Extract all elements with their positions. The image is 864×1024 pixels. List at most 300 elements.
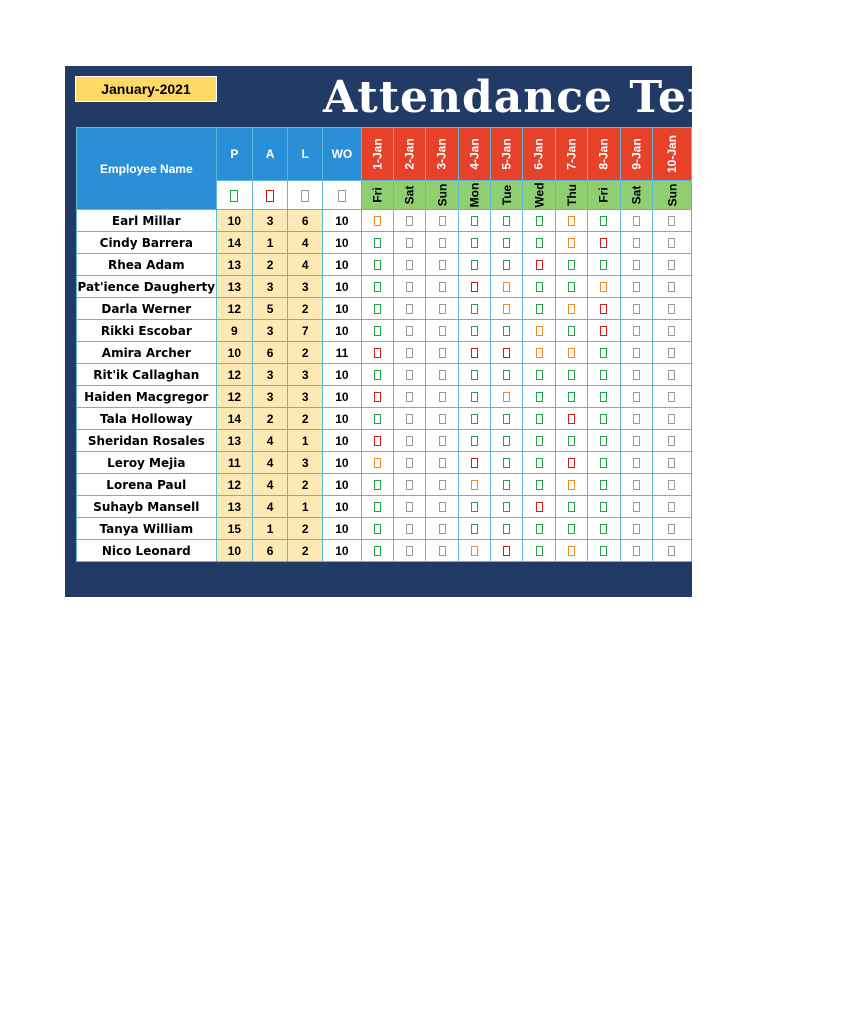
- date-header: [588, 128, 620, 181]
- attendance-cell[interactable]: [620, 320, 652, 342]
- attendance-mark-icon: [406, 436, 413, 446]
- weekday-header: [652, 181, 691, 210]
- attendance-cell[interactable]: [555, 232, 587, 254]
- attendance-cell[interactable]: [394, 342, 426, 364]
- attendance-mark-icon: [406, 370, 413, 380]
- attendance-cell[interactable]: [491, 320, 523, 342]
- attendance-cell[interactable]: [620, 232, 652, 254]
- attendance-cell[interactable]: [652, 408, 691, 430]
- attendance-cell[interactable]: [426, 540, 458, 562]
- attendance-cell[interactable]: [620, 298, 652, 320]
- present-count: 14: [216, 232, 252, 254]
- attendance-cell[interactable]: [588, 386, 620, 408]
- attendance-cell[interactable]: [491, 474, 523, 496]
- attendance-cell[interactable]: [523, 452, 555, 474]
- absent-count: 1: [253, 232, 288, 254]
- attendance-cell[interactable]: [426, 298, 458, 320]
- attendance-cell[interactable]: [426, 430, 458, 452]
- attendance-cell[interactable]: [458, 386, 490, 408]
- week-off-count: 11: [323, 342, 362, 364]
- attendance-mark-icon: [374, 304, 381, 314]
- attendance-mark-icon: [536, 216, 543, 226]
- attendance-mark-icon: [503, 370, 510, 380]
- attendance-cell[interactable]: [652, 342, 691, 364]
- attendance-cell[interactable]: [620, 254, 652, 276]
- leave-count: 1: [288, 430, 323, 452]
- attendance-cell[interactable]: [394, 210, 426, 232]
- attendance-cell[interactable]: [458, 474, 490, 496]
- attendance-cell[interactable]: [491, 452, 523, 474]
- attendance-mark-icon: [668, 524, 675, 534]
- attendance-cell[interactable]: [491, 364, 523, 386]
- attendance-cell[interactable]: [426, 496, 458, 518]
- attendance-cell[interactable]: [588, 254, 620, 276]
- attendance-mark-icon: [668, 326, 675, 336]
- attendance-mark-icon: [536, 304, 543, 314]
- attendance-cell[interactable]: [523, 408, 555, 430]
- attendance-mark-icon: [633, 326, 640, 336]
- attendance-mark-icon: [439, 502, 446, 512]
- attendance-cell[interactable]: [652, 276, 691, 298]
- attendance-cell[interactable]: [620, 540, 652, 562]
- attendance-mark-icon: [406, 392, 413, 402]
- date-header: [426, 128, 458, 181]
- attendance-cell[interactable]: [491, 430, 523, 452]
- attendance-cell[interactable]: [491, 342, 523, 364]
- attendance-mark-icon: [374, 370, 381, 380]
- attendance-cell[interactable]: [523, 430, 555, 452]
- attendance-cell[interactable]: [652, 430, 691, 452]
- attendance-cell[interactable]: [458, 298, 490, 320]
- attendance-cell[interactable]: [491, 254, 523, 276]
- attendance-mark-icon: [406, 260, 413, 270]
- attendance-mark-icon: [600, 502, 607, 512]
- attendance-cell[interactable]: [491, 276, 523, 298]
- attendance-cell[interactable]: [426, 452, 458, 474]
- attendance-mark-icon: [568, 480, 575, 490]
- attendance-cell[interactable]: [620, 386, 652, 408]
- attendance-cell[interactable]: [458, 342, 490, 364]
- attendance-mark-icon: [568, 458, 575, 468]
- attendance-cell[interactable]: [555, 408, 587, 430]
- attendance-cell[interactable]: [652, 452, 691, 474]
- attendance-cell[interactable]: [555, 496, 587, 518]
- absent-count: 4: [253, 496, 288, 518]
- attendance-cell[interactable]: [652, 232, 691, 254]
- attendance-cell[interactable]: [426, 474, 458, 496]
- attendance-mark-icon: [503, 392, 510, 402]
- attendance-mark-icon: [536, 436, 543, 446]
- employee-name: Haiden Macgregor: [77, 386, 217, 408]
- attendance-cell[interactable]: [588, 518, 620, 540]
- attendance-mark-icon: [568, 304, 575, 314]
- present-mark-icon: [230, 190, 238, 202]
- attendance-cell[interactable]: [458, 276, 490, 298]
- attendance-mark-icon: [406, 282, 413, 292]
- attendance-cell[interactable]: [588, 408, 620, 430]
- attendance-mark-icon: [471, 436, 478, 446]
- attendance-mark-icon: [406, 216, 413, 226]
- attendance-mark-icon: [568, 216, 575, 226]
- leave-count: 4: [288, 232, 323, 254]
- weekday-label: Fri: [596, 187, 611, 203]
- attendance-mark-icon: [668, 238, 675, 248]
- employee-name: Rit'ik Callaghan: [77, 364, 217, 386]
- date-label: 1-Jan: [370, 138, 385, 170]
- attendance-cell[interactable]: [523, 342, 555, 364]
- attendance-cell[interactable]: [491, 518, 523, 540]
- attendance-cell[interactable]: [426, 320, 458, 342]
- attendance-cell[interactable]: [620, 452, 652, 474]
- attendance-cell[interactable]: [491, 496, 523, 518]
- attendance-mark-icon: [568, 238, 575, 248]
- attendance-mark-icon: [374, 480, 381, 490]
- attendance-mark-icon: [633, 370, 640, 380]
- attendance-cell[interactable]: [394, 408, 426, 430]
- attendance-cell[interactable]: [523, 386, 555, 408]
- attendance-cell[interactable]: [394, 474, 426, 496]
- employee-name: Suhayb Mansell: [77, 496, 217, 518]
- attendance-cell[interactable]: [652, 496, 691, 518]
- attendance-mark-icon: [600, 414, 607, 424]
- present-count: 12: [216, 386, 252, 408]
- attendance-cell[interactable]: [588, 342, 620, 364]
- weekday-header: [361, 181, 393, 210]
- attendance-cell[interactable]: [555, 452, 587, 474]
- attendance-cell[interactable]: [588, 298, 620, 320]
- attendance-cell[interactable]: [523, 474, 555, 496]
- attendance-cell[interactable]: [458, 496, 490, 518]
- weekday-label: Thu: [564, 184, 579, 206]
- attendance-cell[interactable]: [361, 430, 393, 452]
- date-label: 6-Jan: [532, 138, 547, 170]
- attendance-cell[interactable]: [361, 276, 393, 298]
- attendance-cell[interactable]: [491, 232, 523, 254]
- attendance-mark-icon: [536, 546, 543, 556]
- attendance-cell[interactable]: [361, 254, 393, 276]
- attendance-mark-icon: [406, 348, 413, 358]
- attendance-cell[interactable]: [458, 232, 490, 254]
- weekday-label: Wed: [532, 182, 547, 208]
- attendance-cell[interactable]: [652, 210, 691, 232]
- week-off-count: 10: [323, 276, 362, 298]
- attendance-cell[interactable]: [394, 232, 426, 254]
- attendance-cell[interactable]: [588, 320, 620, 342]
- attendance-mark-icon: [633, 216, 640, 226]
- attendance-cell[interactable]: [361, 496, 393, 518]
- employee-row: [77, 320, 692, 342]
- attendance-cell[interactable]: [491, 386, 523, 408]
- attendance-cell[interactable]: [426, 386, 458, 408]
- attendance-mark-icon: [503, 502, 510, 512]
- attendance-cell[interactable]: [555, 254, 587, 276]
- attendance-mark-icon: [374, 502, 381, 512]
- attendance-cell[interactable]: [361, 386, 393, 408]
- employee-row: [77, 276, 692, 298]
- week-off-count: 10: [323, 496, 362, 518]
- attendance-cell[interactable]: [394, 496, 426, 518]
- attendance-mark-icon: [471, 238, 478, 248]
- attendance-cell[interactable]: [394, 518, 426, 540]
- attendance-cell[interactable]: [652, 364, 691, 386]
- present-count: 9: [216, 320, 252, 342]
- attendance-cell[interactable]: [426, 232, 458, 254]
- attendance-cell[interactable]: [426, 210, 458, 232]
- attendance-cell[interactable]: [620, 430, 652, 452]
- attendance-cell[interactable]: [523, 232, 555, 254]
- employee-name: Cindy Barrera: [77, 232, 217, 254]
- weekday-header: [458, 181, 490, 210]
- leave-count: 2: [288, 342, 323, 364]
- employee-name: Pat'ience Daugherty: [77, 276, 217, 298]
- attendance-cell[interactable]: [426, 276, 458, 298]
- attendance-cell[interactable]: [555, 518, 587, 540]
- employee-name: Earl Millar: [77, 210, 217, 232]
- employee-name: Sheridan Rosales: [77, 430, 217, 452]
- attendance-mark-icon: [406, 458, 413, 468]
- attendance-mark-icon: [406, 238, 413, 248]
- attendance-mark-icon: [668, 304, 675, 314]
- attendance-mark-icon: [633, 480, 640, 490]
- date-label: 5-Jan: [499, 138, 514, 170]
- week-off-count: 10: [323, 452, 362, 474]
- attendance-mark-icon: [406, 414, 413, 424]
- attendance-mark-icon: [471, 524, 478, 534]
- attendance-cell[interactable]: [620, 408, 652, 430]
- attendance-mark-icon: [471, 216, 478, 226]
- attendance-cell[interactable]: [555, 540, 587, 562]
- attendance-cell[interactable]: [394, 276, 426, 298]
- attendance-cell[interactable]: [361, 518, 393, 540]
- attendance-mark-icon: [439, 480, 446, 490]
- attendance-cell[interactable]: [458, 540, 490, 562]
- attendance-cell[interactable]: [523, 276, 555, 298]
- attendance-cell[interactable]: [361, 452, 393, 474]
- attendance-cell[interactable]: [555, 210, 587, 232]
- attendance-cell[interactable]: [361, 342, 393, 364]
- attendance-mark-icon: [374, 546, 381, 556]
- attendance-mark-icon: [633, 238, 640, 248]
- employee-name: Tanya William: [77, 518, 217, 540]
- attendance-mark-icon: [439, 326, 446, 336]
- attendance-mark-icon: [600, 216, 607, 226]
- attendance-cell[interactable]: [458, 210, 490, 232]
- attendance-cell[interactable]: [620, 276, 652, 298]
- week-off-count: 10: [323, 254, 362, 276]
- attendance-mark-icon: [439, 282, 446, 292]
- attendance-cell[interactable]: [458, 254, 490, 276]
- attendance-cell[interactable]: [458, 430, 490, 452]
- date-header: [620, 128, 652, 181]
- attendance-mark-icon: [503, 260, 510, 270]
- attendance-cell[interactable]: [523, 496, 555, 518]
- attendance-mark-icon: [503, 458, 510, 468]
- attendance-cell[interactable]: [523, 320, 555, 342]
- attendance-cell[interactable]: [652, 386, 691, 408]
- attendance-cell[interactable]: [394, 540, 426, 562]
- attendance-mark-icon: [600, 458, 607, 468]
- attendance-cell[interactable]: [588, 232, 620, 254]
- employee-row: [77, 364, 692, 386]
- absent-count: 2: [253, 408, 288, 430]
- attendance-mark-icon: [600, 370, 607, 380]
- date-label: 8-Jan: [596, 138, 611, 170]
- attendance-cell[interactable]: [652, 540, 691, 562]
- attendance-cell[interactable]: [555, 386, 587, 408]
- attendance-cell[interactable]: [555, 342, 587, 364]
- leave-legend: [288, 181, 323, 210]
- attendance-cell[interactable]: [394, 452, 426, 474]
- present-count: 10: [216, 540, 252, 562]
- attendance-cell[interactable]: [588, 276, 620, 298]
- attendance-cell[interactable]: [652, 298, 691, 320]
- attendance-cell[interactable]: [491, 210, 523, 232]
- attendance-cell[interactable]: [394, 386, 426, 408]
- month-selector[interactable]: January-2021: [75, 76, 217, 102]
- attendance-cell[interactable]: [620, 364, 652, 386]
- attendance-cell[interactable]: [620, 496, 652, 518]
- attendance-mark-icon: [633, 348, 640, 358]
- absent-count: 6: [253, 540, 288, 562]
- employee-row: [77, 232, 692, 254]
- attendance-cell[interactable]: [555, 430, 587, 452]
- leave-mark-icon: [301, 190, 309, 202]
- attendance-cell[interactable]: [491, 298, 523, 320]
- employee-name: Amira Archer: [77, 342, 217, 364]
- attendance-mark-icon: [374, 348, 381, 358]
- attendance-mark-icon: [503, 546, 510, 556]
- attendance-cell[interactable]: [361, 474, 393, 496]
- attendance-mark-icon: [439, 392, 446, 402]
- attendance-cell[interactable]: [652, 254, 691, 276]
- employee-name: Leroy Mejia: [77, 452, 217, 474]
- attendance-mark-icon: [536, 370, 543, 380]
- attendance-mark-icon: [633, 392, 640, 402]
- attendance-mark-icon: [536, 480, 543, 490]
- attendance-cell[interactable]: [523, 540, 555, 562]
- attendance-mark-icon: [439, 216, 446, 226]
- weekday-label: Sat: [629, 185, 644, 205]
- attendance-cell[interactable]: [361, 232, 393, 254]
- attendance-cell[interactable]: [555, 276, 587, 298]
- weekday-header: [426, 181, 458, 210]
- attendance-mark-icon: [406, 524, 413, 534]
- attendance-cell[interactable]: [588, 540, 620, 562]
- attendance-mark-icon: [471, 392, 478, 402]
- attendance-mark-icon: [633, 546, 640, 556]
- attendance-cell[interactable]: [426, 364, 458, 386]
- weekday-header: [523, 181, 555, 210]
- attendance-cell[interactable]: [555, 298, 587, 320]
- attendance-cell[interactable]: [361, 210, 393, 232]
- attendance-cell[interactable]: [394, 364, 426, 386]
- attendance-cell[interactable]: [491, 540, 523, 562]
- attendance-mark-icon: [536, 414, 543, 424]
- attendance-cell[interactable]: [458, 320, 490, 342]
- attendance-cell[interactable]: [555, 364, 587, 386]
- attendance-cell[interactable]: [394, 430, 426, 452]
- attendance-mark-icon: [439, 436, 446, 446]
- attendance-cell[interactable]: [394, 254, 426, 276]
- attendance-cell[interactable]: [458, 518, 490, 540]
- attendance-sheet: [65, 66, 864, 597]
- attendance-cell[interactable]: [523, 518, 555, 540]
- attendance-cell[interactable]: [652, 518, 691, 540]
- attendance-cell[interactable]: [588, 210, 620, 232]
- attendance-cell[interactable]: [652, 320, 691, 342]
- attendance-cell[interactable]: [361, 408, 393, 430]
- attendance-cell[interactable]: [620, 474, 652, 496]
- attendance-cell[interactable]: [361, 540, 393, 562]
- attendance-cell[interactable]: [588, 496, 620, 518]
- attendance-cell[interactable]: [361, 320, 393, 342]
- attendance-mark-icon: [600, 238, 607, 248]
- leave-header: L: [288, 128, 323, 181]
- attendance-cell[interactable]: [426, 408, 458, 430]
- attendance-cell[interactable]: [426, 518, 458, 540]
- attendance-mark-icon: [568, 502, 575, 512]
- employee-name: Darla Werner: [77, 298, 217, 320]
- date-label: 4-Jan: [467, 138, 482, 170]
- attendance-cell[interactable]: [555, 320, 587, 342]
- attendance-cell[interactable]: [523, 210, 555, 232]
- employee-name: Rhea Adam: [77, 254, 217, 276]
- attendance-cell[interactable]: [588, 364, 620, 386]
- attendance-cell[interactable]: [394, 320, 426, 342]
- attendance-cell[interactable]: [458, 364, 490, 386]
- attendance-mark-icon: [503, 304, 510, 314]
- attendance-cell[interactable]: [523, 298, 555, 320]
- attendance-cell[interactable]: [620, 518, 652, 540]
- attendance-cell[interactable]: [426, 342, 458, 364]
- leave-count: 2: [288, 518, 323, 540]
- week-off-count: 10: [323, 232, 362, 254]
- attendance-cell[interactable]: [620, 342, 652, 364]
- attendance-mark-icon: [568, 546, 575, 556]
- present-count: 13: [216, 276, 252, 298]
- attendance-cell[interactable]: [588, 474, 620, 496]
- attendance-cell[interactable]: [361, 298, 393, 320]
- attendance-cell[interactable]: [588, 430, 620, 452]
- attendance-cell[interactable]: [523, 364, 555, 386]
- attendance-mark-icon: [600, 436, 607, 446]
- attendance-cell[interactable]: [458, 452, 490, 474]
- absent-count: 4: [253, 474, 288, 496]
- attendance-mark-icon: [503, 216, 510, 226]
- attendance-cell[interactable]: [491, 408, 523, 430]
- attendance-cell[interactable]: [620, 210, 652, 232]
- attendance-cell[interactable]: [361, 364, 393, 386]
- attendance-cell[interactable]: [426, 254, 458, 276]
- leave-count: 7: [288, 320, 323, 342]
- weekday-header: [491, 181, 523, 210]
- attendance-cell[interactable]: [394, 298, 426, 320]
- attendance-cell[interactable]: [555, 474, 587, 496]
- attendance-cell[interactable]: [523, 254, 555, 276]
- attendance-mark-icon: [536, 348, 543, 358]
- attendance-cell[interactable]: [588, 452, 620, 474]
- absent-count: 3: [253, 386, 288, 408]
- attendance-cell[interactable]: [458, 408, 490, 430]
- week-off-count: 10: [323, 518, 362, 540]
- employee-row: [77, 298, 692, 320]
- attendance-mark-icon: [406, 480, 413, 490]
- attendance-mark-icon: [600, 524, 607, 534]
- attendance-mark-icon: [668, 216, 675, 226]
- attendance-cell[interactable]: [652, 474, 691, 496]
- attendance-mark-icon: [503, 414, 510, 424]
- attendance-mark-icon: [471, 370, 478, 380]
